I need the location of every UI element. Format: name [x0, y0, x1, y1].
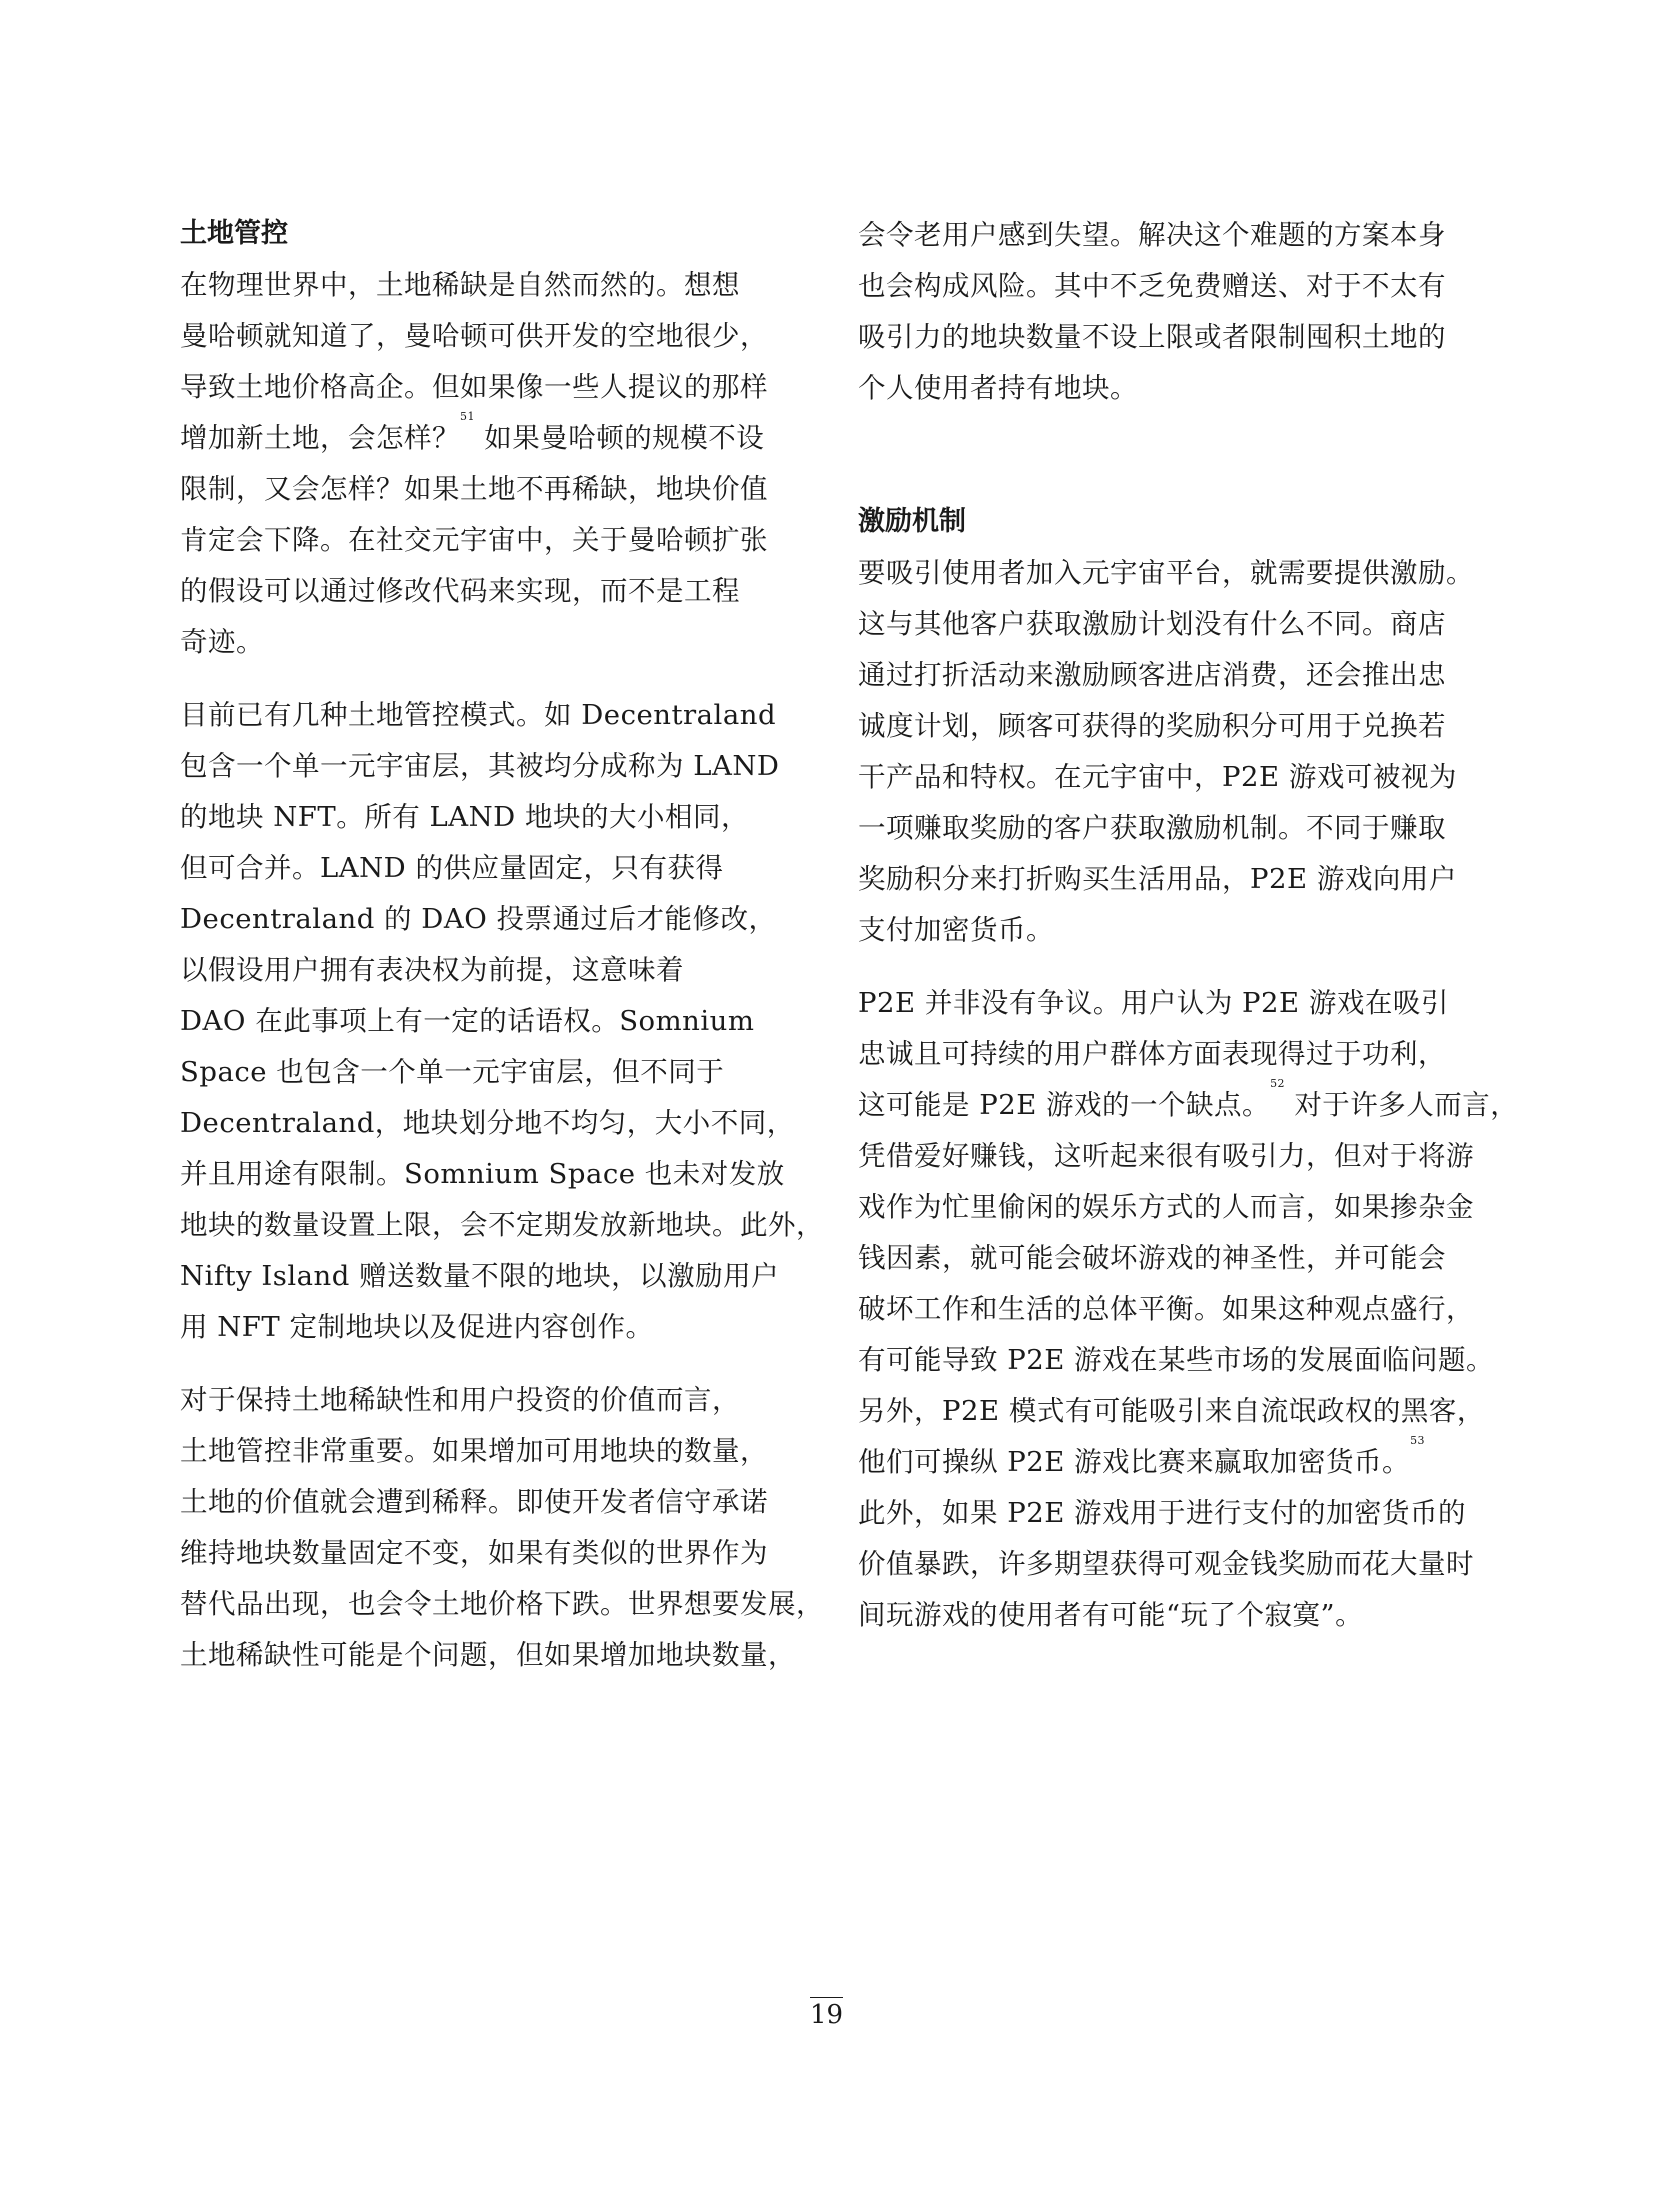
- text-line: 土地稀缺性可能是个问题，但如果增加地块数量，: [180, 1639, 796, 1671]
- right-column: [858, 210, 1519, 1663]
- text-line: 导致土地价格高企。但如果像一些人提议的那样: [180, 371, 768, 403]
- text-line: 替代品出现，也会令土地价格下跌。世界想要发展，: [180, 1588, 824, 1620]
- text-line: 诚度计划，顾客可获得的奖励积分可用于兑换若: [858, 710, 1446, 742]
- text-line: 土地的价值就会遭到稀释。即使开发者信守承诺: [180, 1486, 768, 1518]
- text-line: 钱因素，就可能会破坏游戏的神圣性，并可能会: [858, 1242, 1446, 1274]
- text-line: 土地管控非常重要。如果增加可用地块的数量，: [180, 1435, 768, 1467]
- text-segment: 如果曼哈顿的规模不设: [484, 422, 765, 454]
- text-line: 会令老用户感到失望。解决这个难题的方案本身: [858, 219, 1446, 251]
- text-line: 的地块 NFT。所有 LAND 地块的大小相同，: [180, 801, 749, 833]
- paragraph-land-models: [180, 690, 824, 1353]
- text-line: 也会构成风险。其中不乏免费赠送、对于不太有: [858, 270, 1446, 302]
- text-line: [858, 1077, 1519, 1131]
- text-segment: 这可能是 P2E 游戏的一个缺点。: [858, 1089, 1271, 1121]
- text-line: Decentraland 的 DAO 投票通过后才能修改，: [180, 903, 777, 935]
- text-line: 价值暴跌，许多期望获得可观金钱奖励而花大量时: [858, 1548, 1474, 1580]
- text-line: 要吸引使用者加入元宇宙平台，就需要提供激励。: [858, 557, 1474, 589]
- text-line: DAO 在此事项上有一定的话语权。Somnium: [180, 1005, 755, 1037]
- left-column: [180, 208, 824, 1703]
- text-line: 忠诚且可持续的用户群体方面表现得过于功利，: [858, 1038, 1446, 1070]
- text-line: 以假设用户拥有表决权为前提，这意味着: [180, 954, 684, 986]
- text-line: 此外，如果 P2E 游戏用于进行支付的加密货币的: [858, 1497, 1467, 1529]
- paragraph-land-control-importance: [180, 1375, 824, 1681]
- text-line: 个人使用者持有地块。: [858, 372, 1138, 404]
- text-line: Nifty Island 赠送数量不限的地块，以激励用户: [180, 1260, 780, 1292]
- text-line: 间玩游戏的使用者有可能“玩了个寂寞”。: [858, 1599, 1364, 1631]
- page-number: [0, 2000, 1653, 2030]
- text-line: Space 也包含一个单一元宇宙层，但不同于: [180, 1056, 725, 1088]
- text-line: 的假设可以通过修改代码来实现，而不是工程: [180, 575, 740, 607]
- text-line: 对于保持土地稀缺性和用户投资的价值而言，: [180, 1384, 740, 1416]
- text-line: 维持地块数量固定不变，如果有类似的世界作为: [180, 1537, 768, 1569]
- paragraph-land-scarcity: [180, 260, 805, 668]
- text-line: 这与其他客户获取激励计划没有什么不同。商店: [858, 608, 1446, 640]
- page-number-text: 19: [810, 1997, 843, 2030]
- text-line: 有可能导致 P2E 游戏在某些市场的发展面临问题。: [858, 1344, 1495, 1376]
- text-line: 但可合并。LAND 的供应量固定，只有获得: [180, 852, 724, 884]
- text-line: 另外，P2E 模式有可能吸引来自流氓政权的黑客，: [858, 1395, 1485, 1427]
- text-line: 用 NFT 定制地块以及促进内容创作。: [180, 1311, 654, 1343]
- text-line: 地块的数量设置上限，会不定期发放新地块。此外，: [180, 1209, 824, 1241]
- text-line: 支付加密货币。: [858, 914, 1054, 946]
- text-line: P2E 并非没有争议。用户认为 P2E 游戏在吸引: [858, 987, 1449, 1019]
- text-line: [858, 1434, 1483, 1488]
- paragraph-continuation: [858, 210, 1483, 414]
- text-line: 曼哈顿就知道了，曼哈顿可供开发的空地很少，: [180, 320, 768, 352]
- paragraph-p2e-controversy: [858, 978, 1519, 1641]
- text-segment: 增加新土地，会怎样？: [180, 422, 460, 454]
- text-line: 通过打折活动来激励顾客进店消费，还会推出忠: [858, 659, 1446, 691]
- text-line: 戏作为忙里偷闲的娱乐方式的人而言，如果掺杂金: [858, 1191, 1474, 1223]
- footnote-ref-53: 53: [1410, 1434, 1426, 1447]
- text-line: 一项赚取奖励的客户获取激励机制。不同于赚取: [858, 812, 1446, 844]
- section-heading-land-control: 土地管控: [180, 218, 288, 249]
- text-line: 吸引力的地块数量不设上限或者限制囤积土地的: [858, 321, 1446, 353]
- text-line: 目前已有几种土地管控模式。如 Decentraland: [180, 699, 777, 731]
- section-heading-incentives: 激励机制: [858, 506, 966, 537]
- paragraph-incentives: [858, 548, 1483, 956]
- text-line: 破坏工作和生活的总体平衡。如果这种观点盛行，: [858, 1293, 1474, 1325]
- text-line: 限制，又会怎样？如果土地不再稀缺，地块价值: [180, 473, 768, 505]
- text-line: Decentraland，地块划分地不均匀，大小不同，: [180, 1107, 795, 1139]
- text-line: 包含一个单一元宇宙层，其被均分成称为 LAND: [180, 750, 780, 782]
- text-line: 在物理世界中，土地稀缺是自然而然的。想想: [180, 269, 740, 301]
- text-line: 并且用途有限制。Somnium Space 也未对发放: [180, 1158, 785, 1190]
- text-line: 干产品和特权。在元宇宙中，P2E 游戏可被视为: [858, 761, 1457, 793]
- footnote-ref-52: 52: [1270, 1077, 1286, 1090]
- text-line: 奇迹。: [180, 626, 264, 658]
- footnote-ref-51: 51: [460, 410, 475, 423]
- text-line: [180, 410, 805, 464]
- text-line: 凭借爱好赚钱，这听起来很有吸引力，但对于将游: [858, 1140, 1474, 1172]
- text-segment: 他们可操纵 P2E 游戏比赛来赢取加密货币。: [858, 1446, 1411, 1478]
- text-segment: 对于许多人而言，: [1294, 1089, 1519, 1121]
- text-line: 奖励积分来打折购买生活用品，P2E 游戏向用户: [858, 863, 1457, 895]
- text-line: 肯定会下降。在社交元宇宙中，关于曼哈顿扩张: [180, 524, 768, 556]
- section-spacer: [858, 436, 1483, 496]
